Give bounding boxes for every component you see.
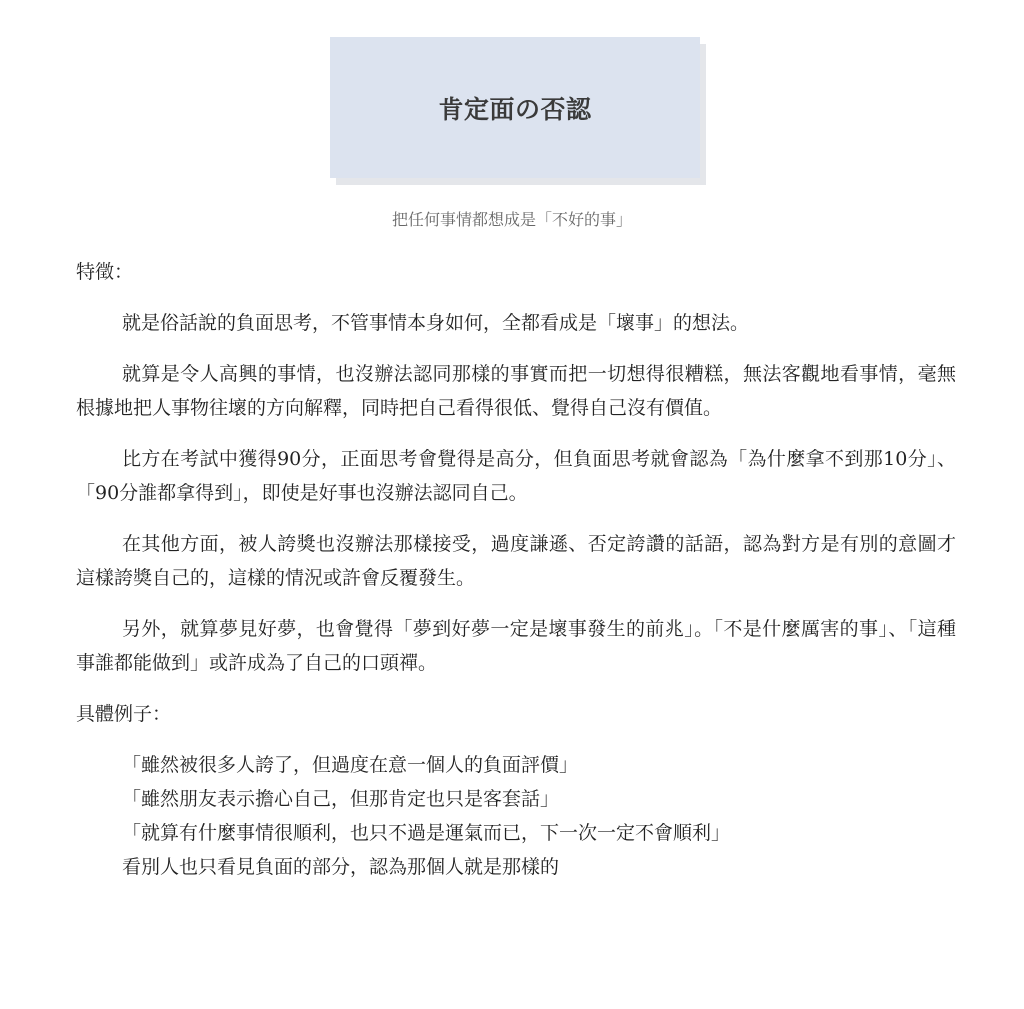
title-card (330, 37, 706, 185)
title-card-panel (330, 37, 700, 178)
example-item: 「雖然朋友表示擔心自己，但那肯定也只是客套話」 (122, 788, 560, 810)
article-body (76, 255, 956, 884)
page-title: 肯定面の否認 (438, 94, 592, 124)
feature-paragraph: 在其他方面，被人誇獎也沒辦法那樣接受，過度謙遜、否定誇讚的話語，認為對方是有別的意圖才這樣誇獎自己的，這樣的情況或許會反覆發生。 (76, 533, 956, 589)
example-item: 「就算有什麼事情很順利，也只不過是運氣而已，下一次一定不會順利」 (122, 822, 731, 844)
example-item: 看別人也只看見負面的部分，認為那個人就是那樣的 (122, 856, 560, 878)
example-item: 「雖然被很多人誇了，但過度在意一個人的負面評價」 (122, 754, 579, 776)
feature-paragraph: 就算是令人高興的事情，也沒辦法認同那樣的事實而把一切想得很糟糕，無法客觀地看事情，毫無根據地把人事物往壞的方向解釋，同時把自己看得很低、覺得自己沒有價值。 (76, 363, 956, 419)
feature-paragraph: 比方在考試中獲得90分，正面思考會覺得是高分，但負面思考就會認為「為什麼拿不到那10分」、「90分誰都拿得到」，即使是好事也沒辦法認同自己。 (76, 448, 956, 504)
examples-heading: 具體例子： (76, 703, 172, 725)
features-heading: 特徵： (76, 261, 134, 283)
title-caption: 把任何事情都想成是「不好的事」 (391, 210, 632, 229)
feature-paragraph: 另外，就算夢見好夢，也會覺得「夢到好夢一定是壞事發生的前兆」。「不是什麼厲害的事」、「這種事誰都能做到」或許成為了自己的口頭禪。 (76, 618, 956, 674)
feature-paragraph: 就是俗話說的負面思考，不管事情本身如何，全都看成是「壞事」的想法。 (122, 312, 750, 334)
examples-list (76, 748, 956, 884)
